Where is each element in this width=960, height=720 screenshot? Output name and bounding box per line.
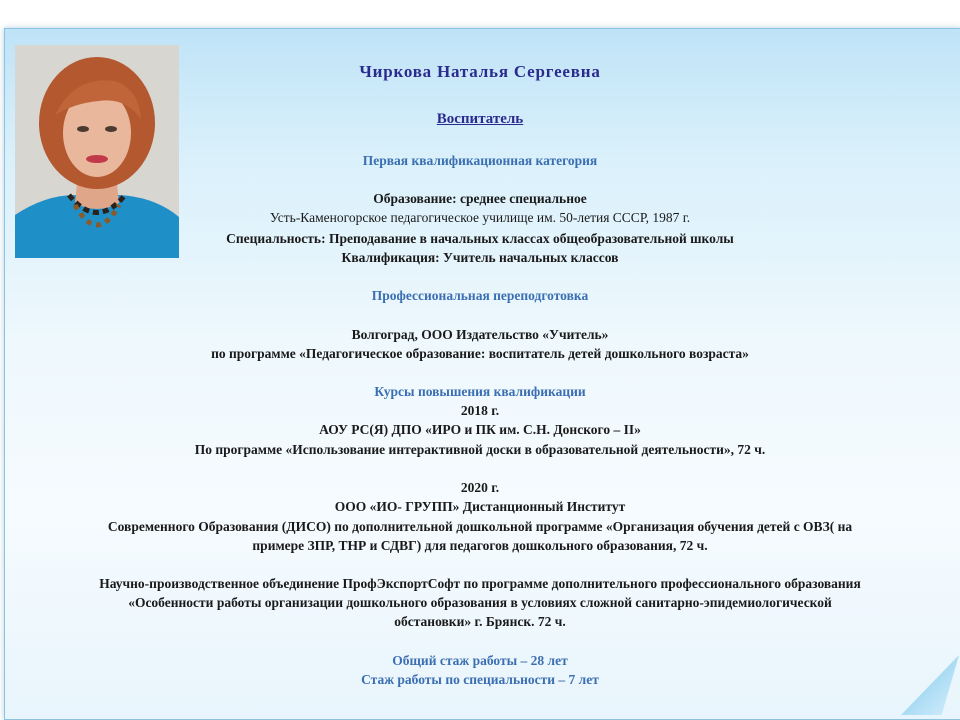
course-2018-org: АОУ РС(Я) ДПО «ИРО и ПК им. С.Н. Донского – II» xyxy=(319,422,641,437)
position-title: Воспитатель xyxy=(436,111,524,127)
courses-heading: Курсы повышения квалификации xyxy=(374,384,586,399)
retraining-organization: Волгоград, ООО Издательство «Учитель» xyxy=(351,327,609,342)
experience-total: Общий стаж работы – 28 лет xyxy=(392,653,568,668)
course-2020-line1: Современного Образования (ДИСО) по дополнительной дошкольной программе «Организация обучения детей с ОВЗ( на xyxy=(107,519,853,534)
person-name: Чиркова Наталья Сергеевна xyxy=(359,62,601,81)
education-specialty: Специальность: Преподавание в начальных классах общеобразовательной школы xyxy=(226,231,734,246)
course-prof-line3: обстановки» г. Брянск. 72 ч. xyxy=(394,614,566,629)
course-2018-program: По программе «Использование интерактивной доски в образовательной деятельности», 72 ч. xyxy=(194,442,766,457)
retraining-program: по программе «Педагогическое образование: воспитатель детей дошкольного возраста» xyxy=(211,346,749,361)
course-prof-line1: Научно-производственное объединение ПрофЭкспортСофт по программе дополнительного профессионального образования xyxy=(99,576,861,591)
education-institution: Усть-Каменогорское педагогическое училище им. 50-летия СССР, 1987 г. xyxy=(269,210,691,225)
course-prof-line2: «Особенности работы организации дошкольного образования в условиях сложной санитарно-эпидемиологической xyxy=(128,595,832,610)
experience-specialty: Стаж работы по специальности – 7 лет xyxy=(361,672,599,687)
course-2018-year: 2018 г. xyxy=(460,403,500,418)
course-2020-org: ООО «ИО- ГРУПП» Дистанционный Институт xyxy=(334,499,626,514)
qualification-category: Первая квалификационная категория xyxy=(362,153,598,168)
education-qualification: Квалификация: Учитель начальных классов xyxy=(341,250,619,265)
retraining-heading: Профессиональная переподготовка xyxy=(371,288,589,303)
course-2020-line2: примере ЗПР, ТНР и СДВГ) для педагогов дошкольного образования, 72 ч. xyxy=(252,538,708,553)
education-title: Образование: среднее специальное xyxy=(373,191,587,206)
course-2020-year: 2020 г. xyxy=(460,480,500,495)
